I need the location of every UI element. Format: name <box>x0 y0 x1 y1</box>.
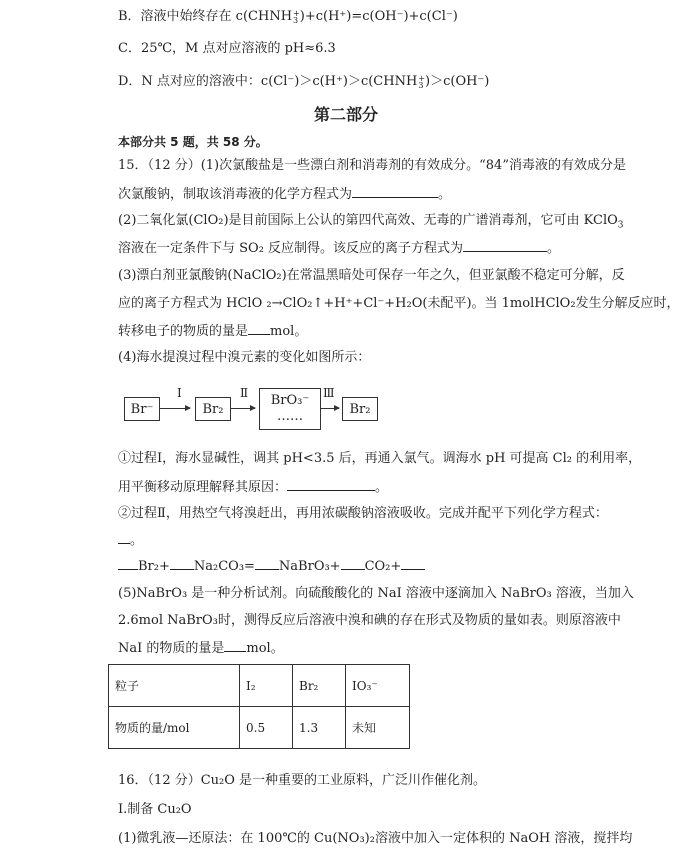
q15-line6: 应的离子方程式为 HClO ₂→ClO₂↑+H⁺+Cl⁻+H₂O(未配平)。当 1molHClO₂发生分解反应时， <box>118 296 680 311</box>
table-cell: Br₂ <box>293 665 346 707</box>
q15-equation: Br₂+ Na₂CO₃= NaBrO₃+ CO₂+ <box>118 557 425 576</box>
q15-line9: ①过程Ⅰ，海水显碱性，调其 pH<3.5 后，再通入氯气。调海水 pH 可提高 Cl₂ 的利用率， <box>118 451 642 466</box>
q15-line13: (5)NaBrO₃ 是一种分析试剂。向硫酸酸化的 NaI 溶液中逐滴加入 NaBrO₃ 溶液，当加入 <box>118 586 634 601</box>
table-cell: 粒子 <box>109 665 240 707</box>
q15-line1: 15．（12 分）(1)次氯酸盐是一些漂白剂和消毒剂的有效成分。“84”消毒液的有效成分是 <box>118 158 626 173</box>
diagram-box-bro3 <box>259 388 321 430</box>
section-note: 本部分共 5 题，共 58 分。 <box>118 135 268 149</box>
q15-line10: 用平衡移动原理解释其原因： 。 <box>118 480 389 495</box>
table-cell: 物质的量/mol <box>109 707 240 749</box>
diagram-arrow-2 <box>231 408 255 409</box>
table-cell: IO₃⁻ <box>346 665 410 707</box>
q16-line1: 16．（12 分）Cu₂O 是一种重要的工业原料，广泛川作催化剂。 <box>118 773 487 788</box>
q15-line12: 。 <box>118 531 143 550</box>
q15-line8: (4)海水提溴过程中溴元素的变化如图所示： <box>118 350 371 365</box>
table-row <box>109 707 410 749</box>
table-cell: 未知 <box>346 707 410 749</box>
diagram-box-br2-a: Br₂ <box>195 397 231 421</box>
table-row <box>109 665 410 707</box>
diagram-arrow-3 <box>321 408 339 409</box>
table-cell: I₂ <box>240 665 293 707</box>
section-title: 第二部分 <box>313 105 378 124</box>
q15-line4: 溶液在一定条件下与 SO₂ 反应制得。该反应的离子方程式为 。 <box>118 241 561 256</box>
diagram-label-1: I <box>177 386 182 400</box>
table-cell: 0.5 <box>240 707 293 749</box>
diagram-box-br2-b: Br₂ <box>342 397 378 421</box>
diagram-label-3: Ⅲ <box>323 386 335 400</box>
choice-d: D．N 点对应的溶液中：c(Cl⁻)＞c(H⁺)＞c(CHNH + 3 )＞c(OH⁻) <box>118 73 490 90</box>
diagram-box-br-ion: Br⁻ <box>124 397 160 421</box>
q15-line11: ②过程Ⅱ，用热空气将溴赶出，再用浓碳酸钠溶液吸收。完成并配平下列化学方程式： <box>118 506 608 521</box>
diagram-label-2: Ⅱ <box>240 386 249 400</box>
q16-line3: (1)微乳液—还原法：在 100℃的 Cu(NO₃)₂溶液中加入一定体积的 NaOH 溶液，搅拌均 <box>118 831 633 846</box>
q15-line2: 次氯酸钠，制取该消毒液的化学方程式为 。 <box>118 187 452 202</box>
q15-line3: (2)二氧化氯(ClO₂)是目前国际上公认的第四代高效、无毒的广谱消毒剂，它可由 KClO$_3$ <box>118 213 624 231</box>
table-cell: 1.3 <box>293 707 346 749</box>
choice-c: C．25℃，M 点对应溶液的 pH≈6.3 <box>118 41 336 56</box>
q15-line14: 2.6mol NaBrO₃时，测得反应后溶液中溴和碘的存在形式及物质的量如表。则原溶液中 <box>118 613 621 628</box>
diagram-arrow-1 <box>160 408 190 409</box>
choice-b: B．溶液中始终存在 c(CHNH + 3 )+c(H⁺)=c(OH⁻)+c(Cl⁻) <box>118 8 458 25</box>
diagram-box-bro3-dots: …… <box>277 409 303 424</box>
diagram-box-bro3-main: BrO₃⁻ <box>270 393 310 408</box>
q15-line15: NaI 的物质的量是 mol。 <box>118 641 284 656</box>
q15-line7: 转移电子的物质的量是 mol。 <box>118 324 308 339</box>
q15-line5: (3)漂白剂亚氯酸钠(NaClO₂)在常温黑暗处可保存一年之久，但亚氯酸不稳定可分解，反 <box>118 268 625 283</box>
species-table <box>108 664 410 749</box>
q16-line2: Ⅰ.制备 Cu₂O <box>118 802 192 817</box>
